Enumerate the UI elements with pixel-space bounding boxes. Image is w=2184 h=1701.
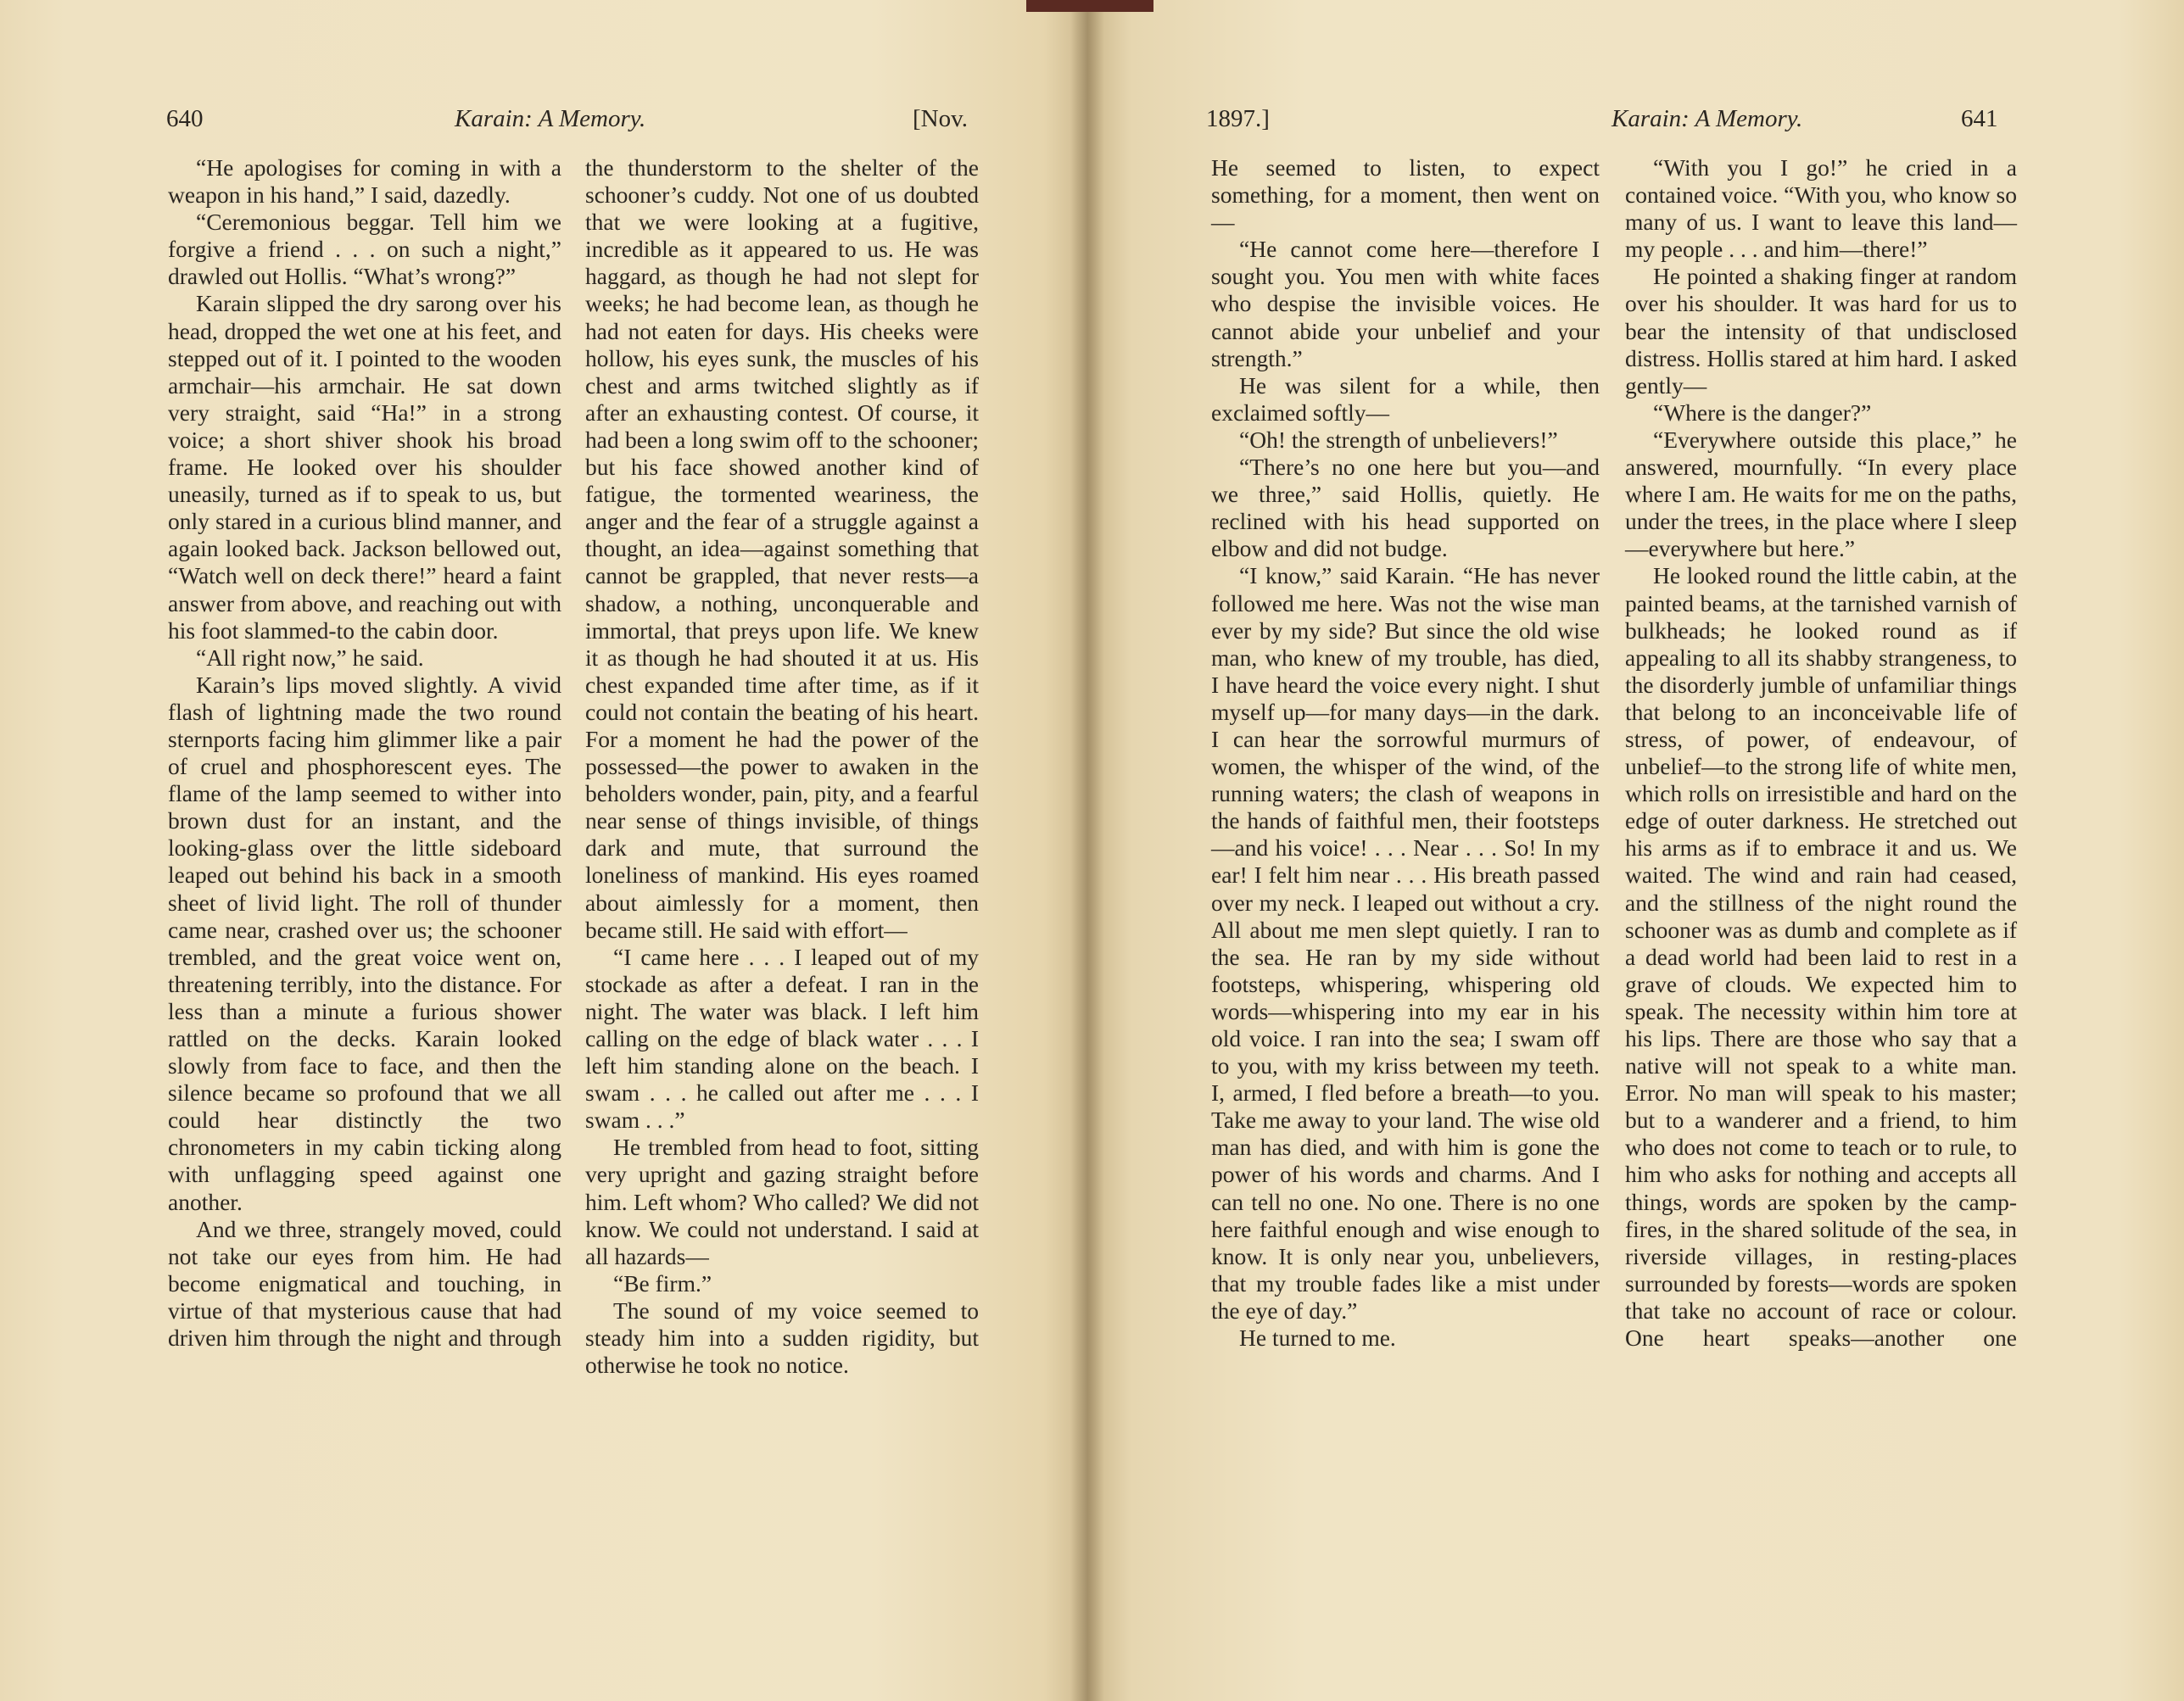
paragraph: He trembled from head to foot, sitting very upright and gazing straight before him. Left whom? Who called? We did not know. We could not understand. I said at all hazards— <box>585 1134 979 1269</box>
left-page <box>0 0 1087 1701</box>
paragraph: “I came here . . . I leaped out of my stockade as after a defeat. I ran in the night. The water was black. I left him calling on the edge of black water . . . I left him standing alone on the beach. I swam . . . he called out after me . . . I swam . . .” <box>585 943 979 1134</box>
paragraph: He turned to me. <box>1239 1325 1396 1352</box>
right-page <box>1087 0 2184 1701</box>
paragraph: “Ceremonious beggar. Tell him we forgive a friend . . . on such a night,” drawled out Hollis. “What’s wrong?” <box>168 209 561 290</box>
paragraph: “Be firm.” <box>613 1269 712 1297</box>
paragraph: “There’s no one here but you—and we three,” said Hollis, quietly. He reclined with his head supported on elbow and did not budge. <box>1211 454 1600 562</box>
left-page-header <box>166 102 975 136</box>
paragraph: He looked round the little cabin, at the painted beams, at the tarnished varnish of bulkheads; he looked round as if appealing to all its shabby strangeness, to the disorderly jumble of unfamiliar things that belong to an inconceivable life of stress, of power, of endeavour, of unbelief—to the strong life of white men, which rolls on irresistible and hard on the edge of outer darkness. He stretched out his arms as if to embrace it and us. We waited. The wind and rain had ceased, and the stillness of the night round the schooner was as dumb and complete as if a dead world had been laid to rest in a grave of clouds. We expected him to speak. The necessity within him tore at his lips. There are those who say that a native will not speak to a white man. Error. No man will speak to his master; but to a wanderer and a friend, to him who does not come to teach or to rule, to him who asks for nothing and accepts all things, words are spoken by the camp-fires, in the shared solitude of the sea, in riverside villages, in resting-places surrounded by forests—words are spoken that take no account of race or colour. One heart speaks—another one <box>1625 562 2017 1352</box>
paragraph: Karain slipped the dry sarong over his head, dropped the wet one at his feet, and stepped out of it. I pointed to the wooden armchair—his armchair. He sat down very straight, said “Ha!” in a strong voice; a short shiver shook his broad frame. He looked over his shoulder uneasily, turned as if to speak to us, but only stared in a curious blind manner, and again looked back. Jackson bellowed out, “Watch well on deck there!” heard a faint answer from above, and reaching out with his foot slammed-to the cabin door. <box>168 290 561 644</box>
paragraph: “I know,” said Karain. “He has never followed me here. Was not the wise man ever by my side? But since the old wise man, who knew of my trouble, has died, I have heard the voice every night. I shut myself up—for many days—in the dark. I can hear the sorrowful murmurs of women, the whisper of the wind, of the running waters; the clash of weapons in the hands of faithful men, their footsteps—and his voice! . . . Near . . . So! In my ear! I felt him near . . . His breath passed over my neck. I leaped out without a cry. All about me men slept quietly. I ran to the sea. He ran by my side without footsteps, whispering, whispering old words—whispering into my ear in his old voice. I ran into the sea; I swam off to you, with my kriss between my teeth. I, armed, I fled before a breath—to you. Take me away to your land. The wise old man has died, and with him is gone the power of his words and charms. And I can tell no one. No one. There is no one here faithful enough and wise enough to know. It is only near you, unbelievers, that my trouble fades like a mist under the eye of day.” <box>1211 562 1600 1324</box>
paragraph: “All right now,” he said. <box>196 644 424 671</box>
book-gutter <box>1070 0 1104 1701</box>
paragraph: “Everywhere outside this place,” he answered, mournfully. “In every place where I am. He waits for me on the paths, under the trees, in the place where I sleep—everywhere but here.” <box>1625 426 2017 562</box>
right-page-column-2 <box>1625 154 2017 1352</box>
running-title: Karain: A Memory. <box>1611 105 1803 132</box>
paragraph: the thunderstorm to the shelter of the schooner’s cuddy. Not one of us doubted that we were looking at a fugitive, incredible as it appeared to us. He was haggard, as though he had not slept for weeks; he had become lean, as though he had not eaten for days. His cheeks were hollow, his eyes sunk, the muscles of his chest and arms twitched slightly as if after an exhausting contest. Of course, it had been a long swim off to the schooner; but his face showed another kind of fatigue, the tormented weariness, the anger and the fear of a struggle against a thought, an idea—against something that cannot be grappled, that never rests—a shadow, a nothing, unconquerable and immortal, that preys upon life. We knew it as though he had shouted it at us. His chest expanded time after time, as if it could not contain the beating of his heart. For a moment he had the power of the possessed—the power to awaken in the beholders wonder, pain, pity, and a fearful near sense of things invisible, of things dark and mute, that surround the loneliness of mankind. His eyes roamed about aimlessly for a moment, then became still. He said with effort— <box>585 154 979 943</box>
paragraph: “He apologises for coming in with a weapon in his hand,” I said, dazedly. <box>168 154 561 209</box>
header-month: [Nov. <box>913 105 968 132</box>
header-year: 1897.] <box>1206 105 1270 132</box>
left-page-column-2 <box>585 154 979 1379</box>
right-page-header <box>1206 102 2010 136</box>
page-number: 640 <box>166 105 204 132</box>
paragraph: “Oh! the strength of unbelievers!” <box>1239 426 1558 453</box>
paragraph: And we three, strangely moved, could not take our eyes from him. He had become enigmatical and touching, in virtue of that mysterious cause that had driven him through the night and through <box>168 1215 561 1352</box>
paragraph: He was silent for a while, then exclaimed softly— <box>1211 371 1600 426</box>
paragraph: He seemed to listen, to expect something, for a moment, then went on— <box>1211 154 1600 236</box>
right-page-column-1 <box>1211 154 1600 1352</box>
left-page-column-1 <box>168 154 561 1352</box>
paragraph: He pointed a shaking finger at random over his shoulder. It was hard for us to bear the intensity of that undisclosed distress. Hollis stared at him hard. I asked gently— <box>1625 263 2017 399</box>
paragraph: “With you I go!” he cried in a contained voice. “With you, who know so many of us. I want to leave this land—my people . . . and him—there!” <box>1625 154 2017 263</box>
paragraph: Karain’s lips moved slightly. A vivid flash of lightning made the two round sternports facing him glimmer like a pair of cruel and phosphorescent eyes. The flame of the lamp seemed to wither into brown dust for an instant, and the looking-glass over the little sideboard leaped out behind his back in a smooth sheet of livid light. The roll of thunder came near, crashed over us; the schooner trembled, and the great voice went on, threatening terribly, into the distance. For less than a minute a furious shower rattled on the decks. Karain looked slowly from face to face, and then the silence became so profound that we all could hear distinctly the two chronometers in my cabin ticking along with unflagging speed against one another. <box>168 671 561 1215</box>
page-number: 641 <box>1961 105 1998 132</box>
paragraph: “Where is the danger?” <box>1653 399 1872 426</box>
paragraph: The sound of my voice seemed to steady him into a sudden rigidity, but otherwise he took no notice. <box>585 1297 979 1379</box>
binding-edge <box>1026 0 1153 12</box>
running-title: Karain: A Memory. <box>455 105 646 132</box>
paragraph: “He cannot come here—therefore I sought you. You men with white faces who despise the invisible voices. He cannot abide your unbelief and your strength.” <box>1211 236 1600 371</box>
